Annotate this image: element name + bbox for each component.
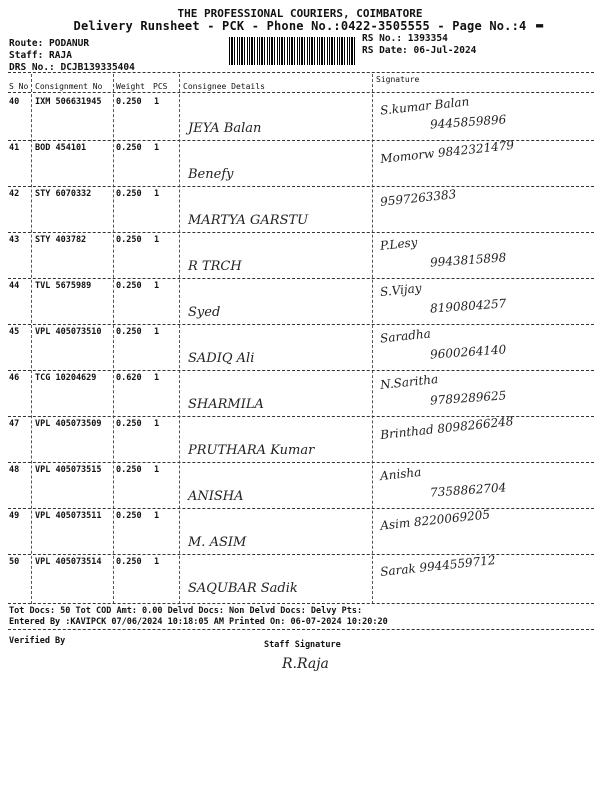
row-sno: 46	[9, 373, 20, 383]
row-consignment-no: BOD 454101	[35, 143, 87, 153]
row-consignee: JEYA Balan	[188, 121, 262, 136]
barcode	[229, 37, 357, 65]
row-signature: Momorw 9842321479	[379, 138, 515, 166]
row-pcs: 1	[154, 189, 160, 199]
row-sno: 45	[9, 327, 20, 337]
row-weight: 0.250	[116, 327, 142, 337]
row-consignee: MARTYA GARSTU	[188, 213, 309, 228]
row-signature-phone: 8190804257	[429, 296, 507, 316]
col-weight: Weight	[116, 82, 145, 91]
entered-line: Entered By :KAVIPCK 07/06/2024 10:18:05 AM Printed On: 06-07-2024 10:20:20	[9, 617, 388, 627]
row-consignment-no: VPL 405073511	[35, 511, 102, 521]
row-sno: 50	[9, 557, 20, 567]
row-signature: S.Vijay	[379, 280, 423, 300]
row-weight: 0.250	[116, 235, 142, 245]
row-signature-phone: 9445859896	[429, 112, 507, 132]
column-divider	[113, 74, 114, 604]
row-signature: 9597263383	[379, 187, 457, 209]
row-weight: 0.250	[116, 511, 142, 521]
row-consignee: Benefy	[188, 167, 234, 182]
row-consignment-no: VPL 405073509	[35, 419, 102, 429]
row-signature-phone: 9943815898	[429, 250, 507, 270]
row-weight: 0.250	[116, 465, 142, 475]
row-weight: 0.250	[116, 557, 142, 567]
row-pcs: 1	[154, 235, 160, 245]
dash-mark: ▬	[536, 18, 544, 32]
divider	[8, 629, 594, 630]
row-signature-phone: 9600264140	[429, 342, 507, 362]
row-sno: 48	[9, 465, 20, 475]
row-divider	[8, 186, 594, 187]
row-weight: 0.250	[116, 189, 142, 199]
row-consignee: SADIQ Ali	[188, 351, 255, 366]
column-divider	[179, 74, 180, 604]
row-consignment-no: VPL 405073514	[35, 557, 102, 567]
row-divider	[8, 278, 594, 279]
row-consignment-no: IXM 506631945	[35, 97, 102, 107]
row-consignee: R TRCH	[188, 259, 242, 274]
row-divider	[8, 462, 594, 463]
row-pcs: 1	[154, 557, 160, 567]
row-sno: 44	[9, 281, 20, 291]
totals-line: Tot Docs: 50 Tot COD Amt: 0.00 Delvd Docs: Non Delvd Docs: Delvy Pts:	[9, 606, 363, 616]
row-weight: 0.250	[116, 419, 142, 429]
row-divider	[8, 324, 594, 325]
row-sno: 40	[9, 97, 20, 107]
row-pcs: 1	[154, 419, 160, 429]
row-weight: 0.250	[116, 97, 142, 107]
divider	[8, 92, 594, 93]
col-pcs: PCS	[153, 82, 168, 91]
staff-signature-label: Staff Signature	[264, 640, 341, 650]
row-signature: P.Lesy	[379, 235, 419, 253]
row-sno: 49	[9, 511, 20, 521]
row-consignee: Syed	[188, 305, 221, 320]
row-divider	[8, 508, 594, 509]
col-consignment: Consignment No	[35, 82, 103, 91]
row-pcs: 1	[154, 97, 160, 107]
row-consignee: PRUTHARA Kumar	[188, 443, 315, 458]
col-signature: Signature	[376, 75, 420, 84]
company-name: THE PROFESSIONAL COURIERS, COIMBATORE	[177, 7, 423, 20]
row-sno: 42	[9, 189, 20, 199]
row-signature: Brinthad 8098266248	[379, 414, 515, 442]
row-weight: 0.250	[116, 281, 142, 291]
row-signature: S.kumar Balan	[379, 94, 470, 118]
row-pcs: 1	[154, 465, 160, 475]
row-consignment-no: TVL 5675989	[35, 281, 92, 291]
row-divider	[8, 232, 594, 233]
runsheet-title: Delivery Runsheet - PCK - Phone No.:0422-3505555 - Page No.:4	[73, 19, 527, 33]
rs-no: RS No.: 1393354	[362, 33, 448, 44]
row-weight: 0.620	[116, 373, 142, 383]
rs-date: RS Date: 06-Jul-2024	[362, 45, 477, 56]
row-signature-phone: 9789289625	[429, 388, 507, 408]
row-divider	[8, 554, 594, 555]
row-pcs: 1	[154, 281, 160, 291]
row-consignee: ANISHA	[188, 489, 244, 504]
row-consignment-no: VPL 405073515	[35, 465, 102, 475]
row-sno: 43	[9, 235, 20, 245]
row-pcs: 1	[154, 143, 160, 153]
column-divider	[31, 74, 32, 604]
row-consignee: M. ASIM	[188, 535, 247, 550]
divider	[8, 603, 594, 604]
staff-signature: R.Raja	[282, 656, 329, 672]
row-signature: Sarak 9944559712	[379, 552, 497, 580]
drs-label: DRS No.: DCJB139335404	[9, 62, 135, 73]
col-sno: S No	[9, 82, 29, 91]
row-divider	[8, 370, 594, 371]
route-label: Route: PODANUR	[9, 38, 90, 49]
row-sno: 41	[9, 143, 20, 153]
staff-label: Staff: RAJA	[9, 50, 72, 61]
row-signature: Asim 8220069205	[379, 507, 491, 533]
row-pcs: 1	[154, 373, 160, 383]
verified-by: Verified By	[9, 636, 66, 646]
row-pcs: 1	[154, 327, 160, 337]
row-consignee: SHARMILA	[188, 397, 264, 412]
row-signature: Saradha	[379, 326, 432, 346]
row-consignment-no: STY 6070332	[35, 189, 92, 199]
col-consignee: Consignee Details	[183, 82, 265, 91]
row-pcs: 1	[154, 511, 160, 521]
row-signature: Anisha	[379, 464, 422, 484]
row-consignment-no: VPL 405073510	[35, 327, 102, 337]
column-divider	[372, 74, 373, 604]
divider	[8, 72, 594, 73]
row-signature-phone: 7358862704	[429, 480, 507, 500]
row-signature: N.Saritha	[379, 371, 439, 393]
row-consignee: SAQUBAR Sadik	[188, 581, 298, 596]
row-weight: 0.250	[116, 143, 142, 153]
row-consignment-no: STY 403782	[35, 235, 87, 245]
row-consignment-no: TCG 10204629	[35, 373, 97, 383]
row-sno: 47	[9, 419, 20, 429]
